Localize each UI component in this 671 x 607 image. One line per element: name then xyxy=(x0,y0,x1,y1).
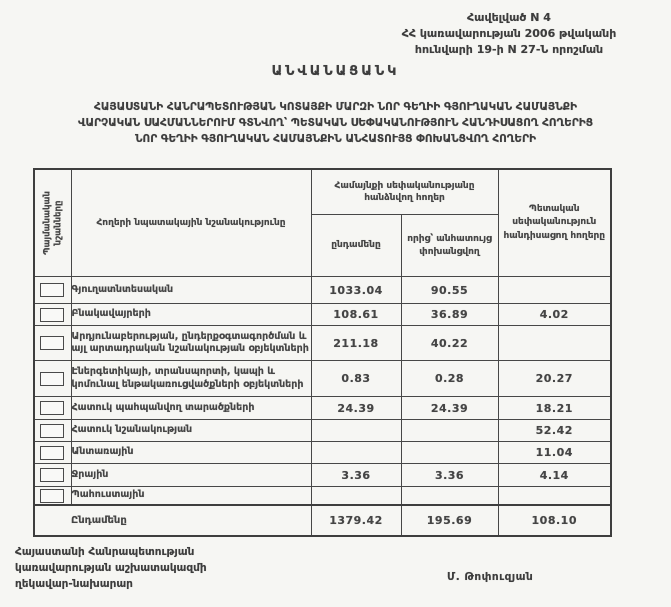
table-row xyxy=(34,420,611,442)
total-value: 211.18 xyxy=(311,326,401,361)
table-row xyxy=(34,304,611,326)
col-header-purpose: Հողերի նպատակային նշանակությունը xyxy=(71,169,311,277)
document-subtitle xyxy=(0,100,671,147)
state-value: 4.02 xyxy=(498,304,611,326)
symbol-cell xyxy=(34,420,71,442)
col-header-community-group: Համայնքի սեփականությանը հանձնվող հողեր xyxy=(311,169,498,215)
footer-line: ղեկավար-նախարար xyxy=(15,577,133,590)
legend-box-icon xyxy=(40,489,64,503)
col-header-of-which: որից՝ անհատույց փոխանցվող xyxy=(401,215,498,277)
subtitle-line: ՎԱՐՉԱԿԱՆ ՍԱՀՄԱՆՆԵՐՈՒՄ ԳՏՆՎՈՂ՝ ՊԵՏԱԿԱՆ ՍԵՓԱԿԱՆՈՒԹՅՈՒՆ ՀԱՆԴԻՍԱՑՈՂ ՀՈՂԵՐԻՑ xyxy=(77,116,594,129)
total-value: 108.61 xyxy=(311,304,401,326)
legend-box-icon xyxy=(40,446,64,460)
symbol-cell xyxy=(34,361,71,397)
state-value xyxy=(498,487,611,506)
col-header-symbols-label: Պայմանական նշանները xyxy=(42,191,63,255)
symbol-cell xyxy=(34,487,71,506)
transferred-value: 36.89 xyxy=(401,304,498,326)
legend-box-icon xyxy=(40,401,64,415)
table-row xyxy=(34,442,611,464)
land-category-label: Բնակավայրերի xyxy=(71,304,311,326)
total-row-total-value: 1379.42 xyxy=(311,505,401,536)
total-value xyxy=(311,442,401,464)
land-transfer-table xyxy=(33,168,612,537)
table-total-row xyxy=(34,505,611,536)
col-header-total: ընդամենը xyxy=(311,215,401,277)
appendix-line: Հավելված N 4 xyxy=(467,11,551,24)
symbol-cell xyxy=(34,442,71,464)
total-value xyxy=(311,420,401,442)
symbol-cell xyxy=(34,397,71,420)
transferred-value xyxy=(401,442,498,464)
table-row xyxy=(34,487,611,506)
state-value: 11.04 xyxy=(498,442,611,464)
col-header-state: Պետական սեփականություն հանդիսացող հողերը xyxy=(498,169,611,277)
table-row xyxy=(34,464,611,487)
symbol-cell xyxy=(34,277,71,304)
land-category-label: Հատուկ պահպանվող տարածքների xyxy=(71,397,311,420)
transferred-value: 24.39 xyxy=(401,397,498,420)
footer-line: կառավարության աշխատակազմի xyxy=(15,561,207,574)
transferred-value: 3.36 xyxy=(401,464,498,487)
legend-box-icon xyxy=(40,336,64,350)
state-value: 52.42 xyxy=(498,420,611,442)
total-row-state-value: 108.10 xyxy=(498,505,611,536)
state-value: 4.14 xyxy=(498,464,611,487)
land-category-label: Անտառային xyxy=(71,442,311,464)
transferred-value xyxy=(401,487,498,506)
total-value xyxy=(311,487,401,506)
table-row xyxy=(34,397,611,420)
legend-box-icon xyxy=(40,308,64,322)
signature-name: Մ. Թոփուզյան xyxy=(447,571,534,583)
land-category-label: Էներգետիկայի, տրանսպորտի, կապի և կոմունալ ենթակառուցվածքների օբյեկտների xyxy=(71,361,311,397)
total-value: 3.36 xyxy=(311,464,401,487)
col-header-symbols xyxy=(34,169,71,277)
signatory-title-block xyxy=(15,545,207,592)
table-row xyxy=(34,326,611,361)
state-value: 20.27 xyxy=(498,361,611,397)
total-row-label: Ընդամենը xyxy=(34,505,311,536)
legend-box-icon xyxy=(40,468,64,482)
appendix-line: հունվարի 19-ի N 27-Ն որոշման xyxy=(414,42,604,56)
legend-box-icon xyxy=(40,283,64,297)
transferred-value: 90.55 xyxy=(401,277,498,304)
subtitle-line: ՀԱՅԱՍՏԱՆԻ ՀԱՆՐԱՊԵՏՈՒԹՅԱՆ ԿՈՏԱՅՔԻ ՄԱՐԶԻ ՆՈՐ ԳԵՂԻԻ ԳՅՈՒՂԱԿԱՆ ՀԱՄԱՅՆՔԻ xyxy=(94,101,577,113)
page-title: ԱՆՎԱՆԱՑԱՆԿ xyxy=(271,64,400,79)
total-value: 1033.04 xyxy=(311,277,401,304)
symbol-cell xyxy=(34,326,71,361)
subtitle-line: ՆՈՐ ԳԵՂԻԻ ԳՅՈՒՂԱԿԱՆ ՀԱՄԱՅՆՔԻՆ ԱՆՀԱՏՈՒՅՑ ՓՈԽԱՆՑՎՈՂ ՀՈՂԵՐԻ xyxy=(135,132,536,145)
state-value xyxy=(498,277,611,304)
land-category-label: Ջրային xyxy=(71,464,311,487)
transferred-value: 40.22 xyxy=(401,326,498,361)
appendix-reference-block xyxy=(359,10,659,58)
legend-box-icon xyxy=(40,372,64,386)
table-row xyxy=(34,361,611,397)
legend-box-icon xyxy=(40,424,64,438)
total-value: 24.39 xyxy=(311,397,401,420)
land-category-label: Պահուստային xyxy=(71,487,311,506)
total-value: 0.83 xyxy=(311,361,401,397)
table-row xyxy=(34,277,611,304)
appendix-line: ՀՀ կառավարության 2006 թվականի xyxy=(401,26,617,40)
total-row-transferred-value: 195.69 xyxy=(401,505,498,536)
land-category-label: Հատուկ նշանակության xyxy=(71,420,311,442)
symbol-cell xyxy=(34,464,71,487)
state-value xyxy=(498,326,611,361)
land-category-label: Արդյունաբերության, ընդերքօգտագործման և այլ արտադրական նշանակության օբյեկտների xyxy=(71,326,311,361)
state-value: 18.21 xyxy=(498,397,611,420)
land-category-label: Գյուղատնտեսական xyxy=(71,277,311,304)
transferred-value: 0.28 xyxy=(401,361,498,397)
footer-line: Հայաստանի Հանրապետության xyxy=(15,546,195,558)
transferred-value xyxy=(401,420,498,442)
symbol-cell xyxy=(34,304,71,326)
